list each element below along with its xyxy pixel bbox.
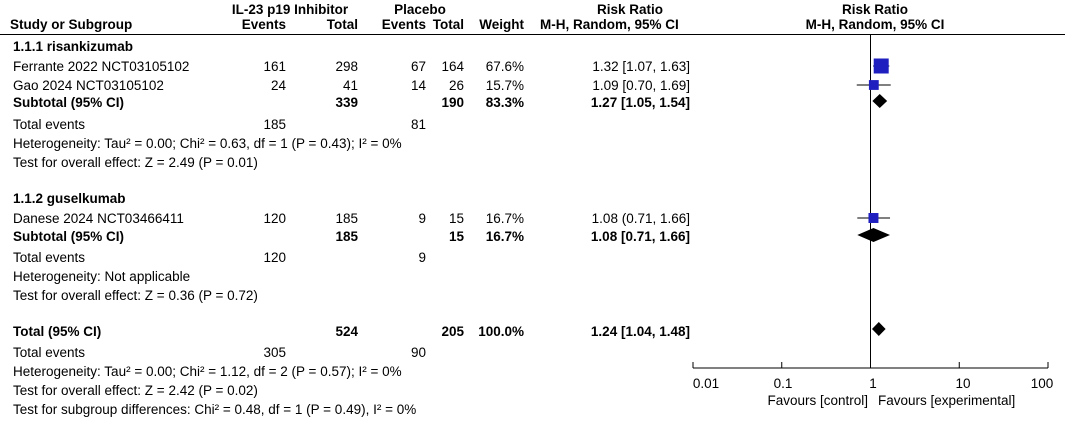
x-tick-label: 10 — [955, 376, 971, 391]
x-tick-label: 0.1 — [773, 376, 793, 391]
favours-experimental-label: Favours [experimental] — [878, 393, 1016, 408]
total-risk-ratio: 1.24 [1.04, 1.48] — [590, 324, 690, 339]
overall-effect-text: Test for overall effect: Z = 2.49 (P = 0.01) — [13, 155, 258, 170]
group1-header: IL-23 p19 Inhibitor — [231, 2, 349, 17]
weight-header: Weight — [479, 17, 524, 32]
total-events1: 305 — [263, 345, 286, 360]
subtotal-risk-ratio: 1.27 [1.05, 1.54] — [590, 95, 690, 110]
total-label: Total (95% CI) — [13, 324, 102, 339]
study-effect-box — [869, 80, 879, 90]
x-tick-label: 0.01 — [692, 376, 720, 391]
study-name: Gao 2024 NCT03105102 — [13, 78, 164, 93]
study-effect-box — [868, 213, 878, 223]
study-name: Ferrante 2022 NCT03105102 — [13, 59, 190, 74]
total-events-label: Total events — [13, 117, 86, 132]
study-weight: 15.7% — [485, 78, 524, 93]
study-total2: 164 — [441, 59, 464, 74]
study-total1: 298 — [335, 59, 358, 74]
events1-header: Events — [241, 17, 286, 32]
total-events-label: Total events — [13, 345, 86, 360]
plot-column-title: Risk Ratio — [841, 2, 909, 17]
total-weight: 100.0% — [478, 324, 524, 339]
study-events1: 24 — [270, 78, 286, 93]
total-events1: 120 — [263, 250, 286, 265]
total-events-label: Total events — [13, 250, 86, 265]
x-tick-label: 100 — [1030, 376, 1054, 391]
overall-effect-text: Test for overall effect: Z = 2.42 (P = 0.02) — [13, 383, 258, 398]
pooled-effect-diamond — [872, 322, 886, 336]
subtotal-total2: 15 — [448, 229, 464, 244]
total-events2: 90 — [410, 345, 426, 360]
study-events2: 14 — [410, 78, 426, 93]
favours-control-label: Favours [control] — [767, 393, 868, 408]
total-events2: 81 — [410, 117, 426, 132]
subtotal-label: Subtotal (95% CI) — [13, 229, 125, 244]
overall-effect-text: Test for overall effect: Z = 0.36 (P = 0.72) — [13, 288, 258, 303]
study-total2: 15 — [448, 211, 464, 226]
study-column-header: Study or Subgroup — [10, 17, 133, 32]
subtotal-label: Subtotal (95% CI) — [13, 95, 125, 110]
heterogeneity-text: Heterogeneity: Tau² = 0.00; Chi² = 1.12, df = 2 (P = 0.57); I² = 0% — [13, 364, 402, 379]
total-events1: 185 — [263, 117, 286, 132]
total-total2: 205 — [441, 324, 464, 339]
study-total2: 26 — [448, 78, 464, 93]
rr-method-header: M-H, Random, 95% CI — [540, 17, 679, 32]
study-weight: 67.6% — [485, 59, 524, 74]
pooled-effect-diamond — [872, 94, 887, 108]
heterogeneity-text: Heterogeneity: Tau² = 0.00; Chi² = 0.63, df = 1 (P = 0.43); I² = 0% — [13, 136, 402, 151]
study-total1: 41 — [342, 78, 358, 93]
group2-header: Placebo — [394, 2, 446, 17]
total-events2: 9 — [418, 250, 426, 265]
total2-header: Total — [432, 17, 464, 32]
study-events2: 9 — [418, 211, 426, 226]
study-weight: 16.7% — [485, 211, 524, 226]
x-tick-label: 1 — [869, 376, 877, 391]
subtotal-total1: 339 — [335, 95, 358, 110]
pooled-effect-diamond — [857, 228, 890, 242]
plot-method-header: M-H, Random, 95% CI — [805, 17, 945, 32]
subgroup-differences-text: Test for subgroup differences: Chi² = 0.48, df = 1 (P = 0.49), I² = 0% — [13, 402, 417, 417]
study-name: Danese 2024 NCT03466411 — [13, 211, 184, 226]
study-risk-ratio: 1.09 [0.70, 1.69] — [592, 78, 690, 93]
subgroup-title: 1.1.1 risankizumab — [13, 39, 134, 54]
subtotal-weight: 16.7% — [485, 229, 524, 244]
total1-header: Total — [326, 17, 358, 32]
subtotal-total2: 190 — [441, 95, 464, 110]
subtotal-risk-ratio: 1.08 [0.71, 1.66] — [590, 229, 690, 244]
study-risk-ratio: 1.08 (0.71, 1.66] — [591, 211, 690, 226]
total-total1: 524 — [335, 324, 358, 339]
rr-column-title: Risk Ratio — [596, 2, 664, 17]
study-risk-ratio: 1.32 [1.07, 1.63] — [592, 59, 690, 74]
study-effect-box — [874, 59, 889, 74]
subtotal-total1: 185 — [335, 229, 358, 244]
study-events1: 120 — [263, 211, 286, 226]
study-events1: 161 — [263, 59, 286, 74]
heterogeneity-text: Heterogeneity: Not applicable — [13, 269, 191, 284]
subtotal-weight: 83.3% — [485, 95, 524, 110]
events2-header: Events — [381, 17, 426, 32]
study-total1: 185 — [335, 211, 358, 226]
study-events2: 67 — [410, 59, 426, 74]
subgroup-title: 1.1.2 guselkumab — [13, 191, 126, 206]
